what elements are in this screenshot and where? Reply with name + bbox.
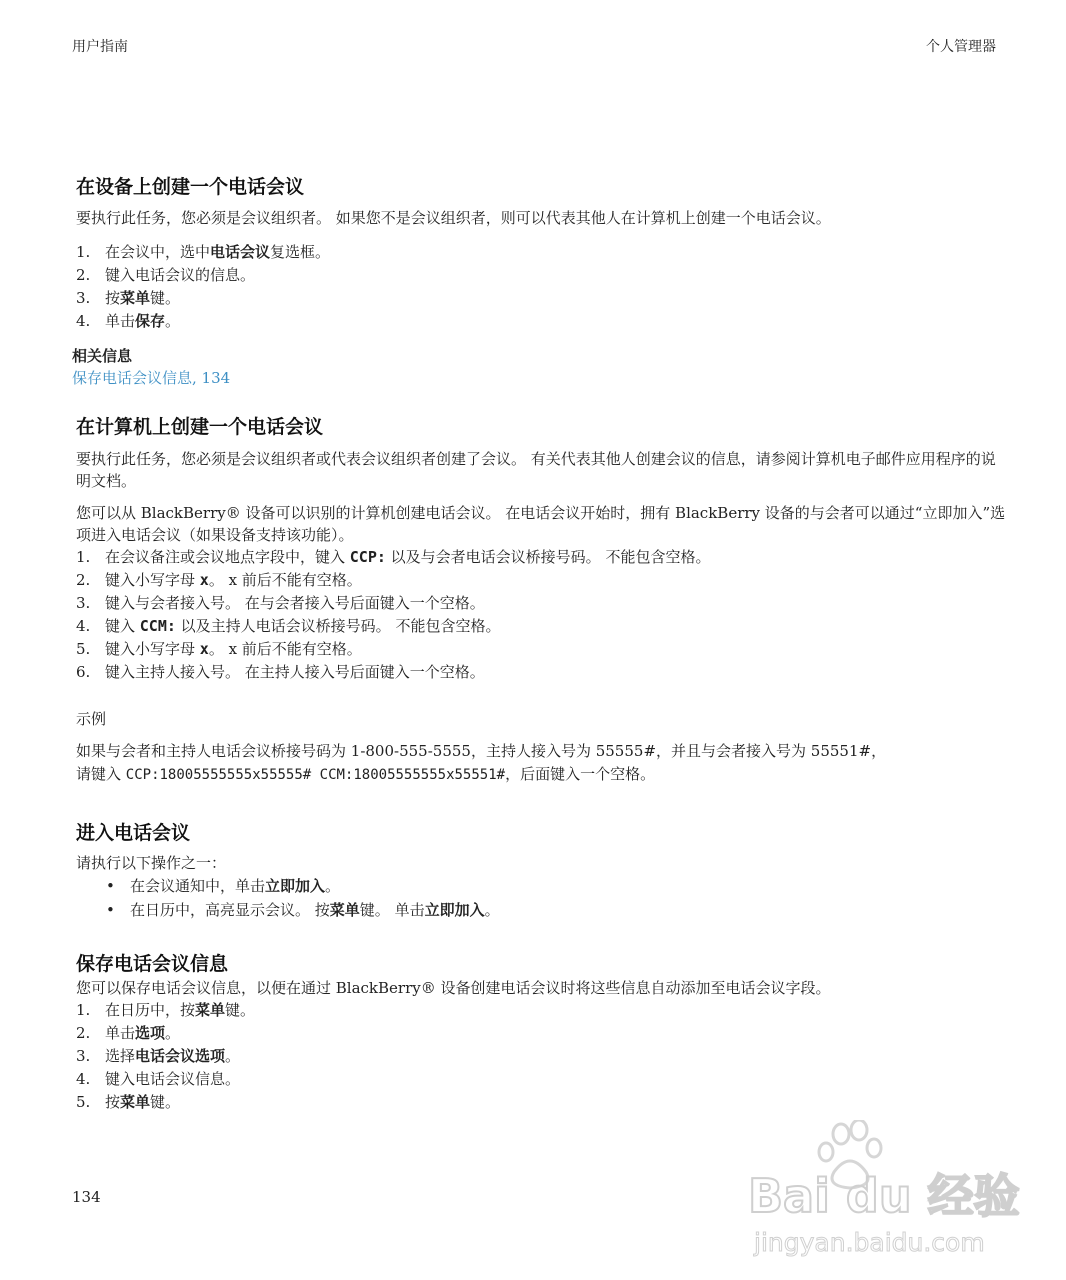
step-item: 5. 按菜单键。 bbox=[76, 1093, 181, 1111]
step-item: 3. 选择电话会议选项。 bbox=[76, 1047, 241, 1065]
step-item: 2. 键入小写字母 x。 x 前后不能有空格。 bbox=[76, 571, 362, 589]
steps-list-create-on-device bbox=[76, 241, 330, 333]
watermark-url: jingyan.baidu.com bbox=[754, 1228, 985, 1257]
step-item: 6. 键入主持人接入号。 在主持人接入号后面键入一个空格。 bbox=[76, 663, 485, 681]
example-heading: 示例 bbox=[76, 710, 107, 728]
step-item: 4. 键入 CCM: 以及主持人电话会议桥接号码。 不能包含空格。 bbox=[76, 617, 501, 635]
section-title-create-on-computer: 在计算机上创建一个电话会议 bbox=[76, 416, 324, 438]
step-item: 5. 键入小写字母 x。 x 前后不能有空格。 bbox=[76, 640, 362, 658]
baidu-watermark bbox=[746, 1120, 1020, 1270]
example-code: CCP:18005555555x55555# CCM:18005555555x55551# bbox=[125, 767, 506, 783]
step-item: 2. 键入电话会议的信息。 bbox=[76, 266, 256, 284]
example-line-1: 如果与会者和主持人电话会议桥接号码为 1-800-555-5555，主持人接入号为 55555#，并且与会者接入号为 55551#， bbox=[76, 742, 887, 760]
step-item: 2. 单击选项。 bbox=[76, 1024, 181, 1042]
step-item: 1. 在日历中，按菜单键。 bbox=[76, 1001, 256, 1019]
section-intro: 请执行以下操作之一： bbox=[76, 854, 227, 872]
header-doc-title: 用户指南 bbox=[72, 39, 128, 55]
step-item: 4. 单击保存。 bbox=[76, 312, 181, 330]
step-item: 1. 在会议备注或会议地点字段中，键入 CCP: 以及与会者电话会议桥接号码。 不能包含空格。 bbox=[76, 548, 711, 566]
section-paragraph-1: 要执行此任务，您必须是会议组织者或代表会议组织者创建了会议。 有关代表其他人创建会议的信息，请参阅计算机电子邮件应用程序的说明文档。 bbox=[76, 450, 996, 490]
related-info-heading: 相关信息 bbox=[72, 347, 133, 365]
watermark-brand: Bai du 经验 bbox=[748, 1169, 1020, 1223]
related-info-link[interactable]: 保存电话会议信息, 134 bbox=[72, 369, 231, 387]
section-paragraph-2: 您可以从 BlackBerry® 设备可以识别的计算机创建电话会议。 在电话会议开始时，拥有 BlackBerry 设备的与会者可以通过“立即加入”选项进入电话会议（如果设备支持该功能）。 bbox=[76, 504, 1006, 544]
section-title-save-info: 保存电话会议信息 bbox=[76, 953, 229, 975]
section-intro: 您可以保存电话会议信息，以便在通过 BlackBerry® 设备创建电话会议时将这些信息自动添加至电话会议字段。 bbox=[76, 979, 831, 997]
bullet-icon: • bbox=[106, 901, 115, 919]
bullet-icon: • bbox=[106, 877, 115, 895]
section-title-join-conference: 进入电话会议 bbox=[76, 822, 191, 844]
list-item: • 在日历中，高亮显示会议。 按菜单键。 单击立即加入。 bbox=[106, 898, 500, 922]
section-title-create-on-device: 在设备上创建一个电话会议 bbox=[76, 176, 305, 198]
header-chapter-title: 个人管理器 bbox=[926, 39, 996, 55]
section-intro: 要执行此任务，您必须是会议组织者。 如果您不是会议组织者，则可以代表其他人在计算机上创建一个电话会议。 bbox=[76, 209, 831, 227]
page-number: 134 bbox=[72, 1188, 101, 1206]
example-line-2: 请键入 CCP:18005555555x55555# CCM:18005555555x55551#，后面键入一个空格。 bbox=[76, 765, 656, 783]
steps-list-create-on-computer bbox=[76, 546, 710, 684]
steps-list-save-info bbox=[76, 999, 255, 1114]
list-item: • 在会议通知中，单击立即加入。 bbox=[106, 874, 500, 898]
step-item: 4. 键入电话会议信息。 bbox=[76, 1070, 241, 1088]
step-item: 3. 按菜单键。 bbox=[76, 289, 181, 307]
step-item: 3. 键入与会者接入号。 在与会者接入号后面键入一个空格。 bbox=[76, 594, 485, 612]
options-list-join bbox=[106, 874, 500, 922]
step-item: 1. 在会议中，选中电话会议复选框。 bbox=[76, 243, 331, 261]
